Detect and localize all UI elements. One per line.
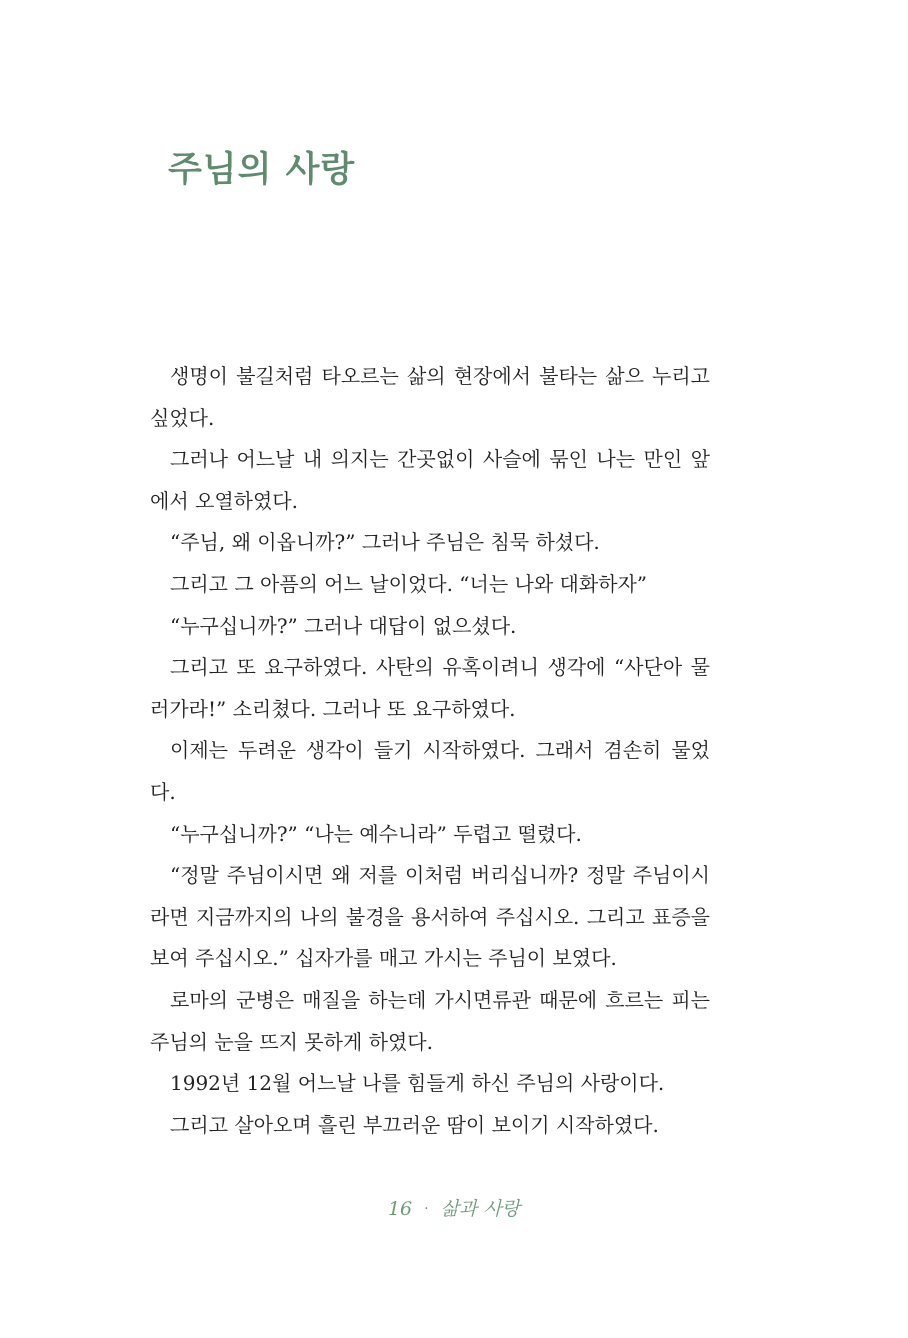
page-footer (0, 1194, 908, 1221)
paragraph: “누구십니까?” “나는 예수니라” 두렵고 떨렸다. (170, 821, 582, 846)
paragraph: “주님, 왜 이옵니까?” 그러나 주님은 침묵 하셨다. (170, 530, 600, 555)
paragraph: “정말 주님이시면 왜 저를 이처럼 버리십니까? 정말 주님이시라면 지금까지의 나의 불경을 용서하여 주십시오. 그리고 표증을 보여 주십시오.” 십자가를 매고 가시는 주님이 보였다. (150, 863, 710, 971)
book-title: 삶과 사랑 (440, 1198, 521, 1220)
paragraph: 로마의 군병은 매질을 하는데 가시면류관 때문에 흐르는 피는 주님의 눈을 뜨지 못하게 하였다. (150, 987, 710, 1054)
paragraph: 그리고 그 아픔의 어느 날이었다. “너는 나와 대화하자” (170, 571, 648, 596)
paragraph: 생명이 불길처럼 타오르는 삶의 현장에서 불타는 삶으 누리고 싶었다. (150, 364, 710, 430)
footer-separator: · (424, 1201, 429, 1217)
page-title: 주님의 사랑 (168, 149, 356, 190)
body-text (150, 356, 710, 1146)
paragraph: 1992년 12월 어느날 나를 힘들게 하신 주님의 사랑이다. (170, 1071, 665, 1096)
paragraph: 그리고 살아오며 흘린 부끄러운 땀이 보이기 시작하였다. (170, 1112, 659, 1137)
paragraph: “누구십니까?” 그러나 대답이 없으셨다. (170, 613, 517, 638)
paragraph: 그리고 또 요구하였다. 사탄의 유혹이려니 생각에 “사단아 물러가라!” 소리쳤다. 그러나 또 요구하였다. (150, 655, 710, 721)
page-number: 16 (387, 1198, 413, 1220)
paragraph: 그러나 어느날 내 의지는 간곳없이 사슬에 묶인 나는 만인 앞에서 오열하였다. (150, 447, 710, 513)
paragraph: 이제는 두려운 생각이 들기 시작하였다. 그래서 겸손히 물었다. (150, 738, 710, 804)
